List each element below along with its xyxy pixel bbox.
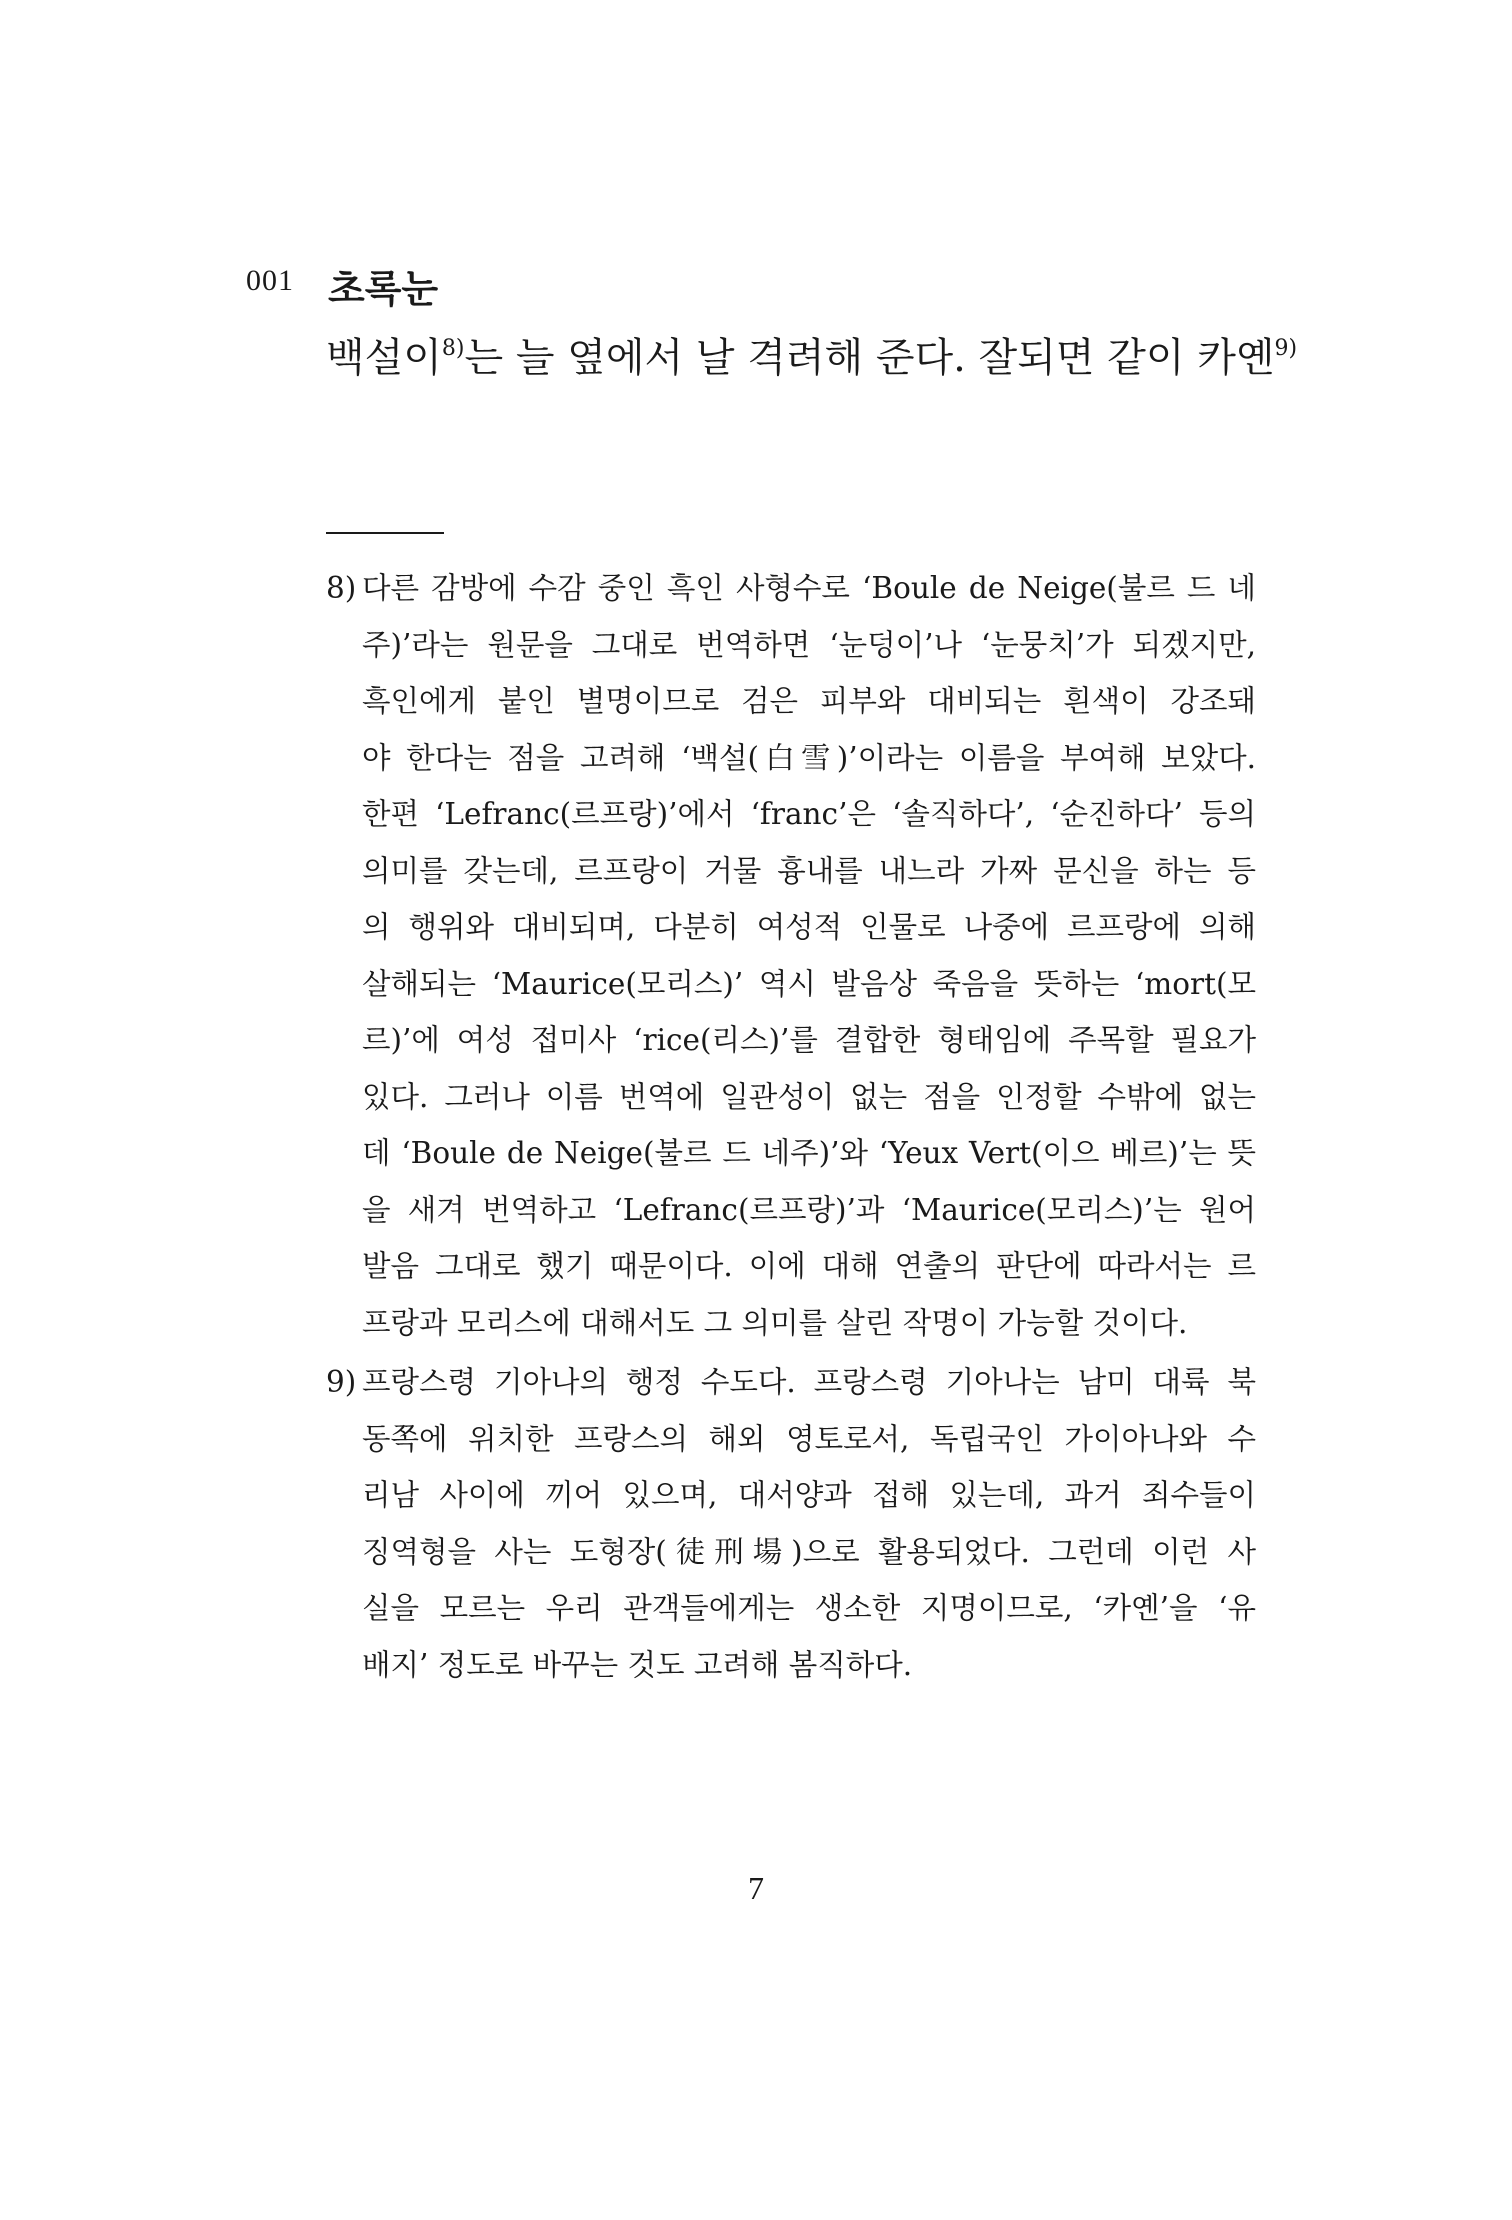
footnote-marker: 9) <box>326 1365 357 1399</box>
footnote-line: 리남 사이에 끼어 있으며, 대서양과 접해 있는데, 과거 죄수들이 <box>362 1478 1256 1512</box>
footnote-8 <box>326 560 1256 1351</box>
verse-text: 백설이 <box>326 335 442 381</box>
footnote-line: 을 새겨 번역하고 ‘Lefranc(르프랑)’과 ‘Maurice(모리스)’는 원어 <box>362 1192 1256 1227</box>
footnote-line: 주)’라는 원문을 그대로 번역하면 ‘눈덩이’나 ‘눈뭉치’가 되겠지만, <box>362 627 1256 662</box>
footnote-line: 다른 감방에 수감 중인 흑인 사형수로 ‘Boule de Neige(불르 드 네 <box>362 571 1256 605</box>
footnote-line: 발음 그대로 했기 때문이다. 이에 대해 연출의 판단에 따라서는 르 <box>362 1249 1256 1283</box>
footnote-marker: 8) <box>326 571 357 605</box>
entry-title: 초록눈 <box>328 267 439 311</box>
footnote-line: 동쪽에 위치한 프랑스의 해외 영토로서, 독립국인 가이아나와 수 <box>362 1421 1256 1456</box>
footnote-9 <box>326 1354 1256 1693</box>
entry-number: 001 <box>246 264 294 297</box>
footnote-reference: 8) <box>441 336 465 361</box>
footnote-line: 의 행위와 대비되며, 다분히 여성적 인물로 나중에 르프랑에 의해 <box>362 910 1256 944</box>
footnote-line: 야 한다는 점을 고려해 ‘백설(白雪)’이라는 이름을 부여해 보았다. <box>362 740 1256 775</box>
footnote-line: 프랑과 모리스에 대해서도 그 의미를 살린 작명이 가능할 것이다. <box>362 1305 1188 1340</box>
footnote-line: 한편 ‘Lefranc(르프랑)’에서 ‘franc’은 ‘솔직하다’, ‘순진하다’ 등의 <box>362 797 1256 831</box>
footnote-line: 의미를 갖는데, 르프랑이 거물 흉내를 내느라 가짜 문신을 하는 등 <box>362 853 1256 888</box>
footnotes <box>326 560 1256 1693</box>
footnote-line: 배지’ 정도로 바꾸는 것도 고려해 봄직하다. <box>362 1647 913 1682</box>
verse-text: 는 늘 옆에서 날 격려해 준다. 잘되면 같이 카옌 <box>464 335 1275 381</box>
verse-line <box>326 328 1298 388</box>
footnote-line: 징역형을 사는 도형장(徒刑場)으로 활용되었다. 그런데 이런 사 <box>362 1534 1256 1569</box>
footnote-line: 데 ‘Boule de Neige(불르 드 네주)’와 ‘Yeux Vert(이으 베르)’는 뜻 <box>362 1136 1256 1170</box>
footnote-line: 있다. 그러나 이름 번역에 일관성이 없는 점을 인정할 수밖에 없는 <box>362 1079 1256 1114</box>
footnote-line: 르)’에 여성 접미사 ‘rice(리스)’를 결합한 형태임에 주목할 필요가 <box>362 1023 1256 1057</box>
page-number: 7 <box>748 1870 764 1906</box>
footnote-line: 흑인에게 붙인 별명이므로 검은 피부와 대비되는 흰색이 강조돼 <box>362 684 1256 718</box>
footnote-separator <box>326 532 444 534</box>
footnote-line: 프랑스령 기아나의 행정 수도다. 프랑스령 기아나는 남미 대륙 북 <box>362 1365 1256 1399</box>
footnote-reference: 9) <box>1274 336 1298 361</box>
footnote-line: 실을 모르는 우리 관객들에게는 생소한 지명이므로, ‘카옌’을 ‘유 <box>362 1591 1256 1625</box>
footnote-line: 살해되는 ‘Maurice(모리스)’ 역시 발음상 죽음을 뜻하는 ‘mort(모 <box>362 966 1256 1001</box>
